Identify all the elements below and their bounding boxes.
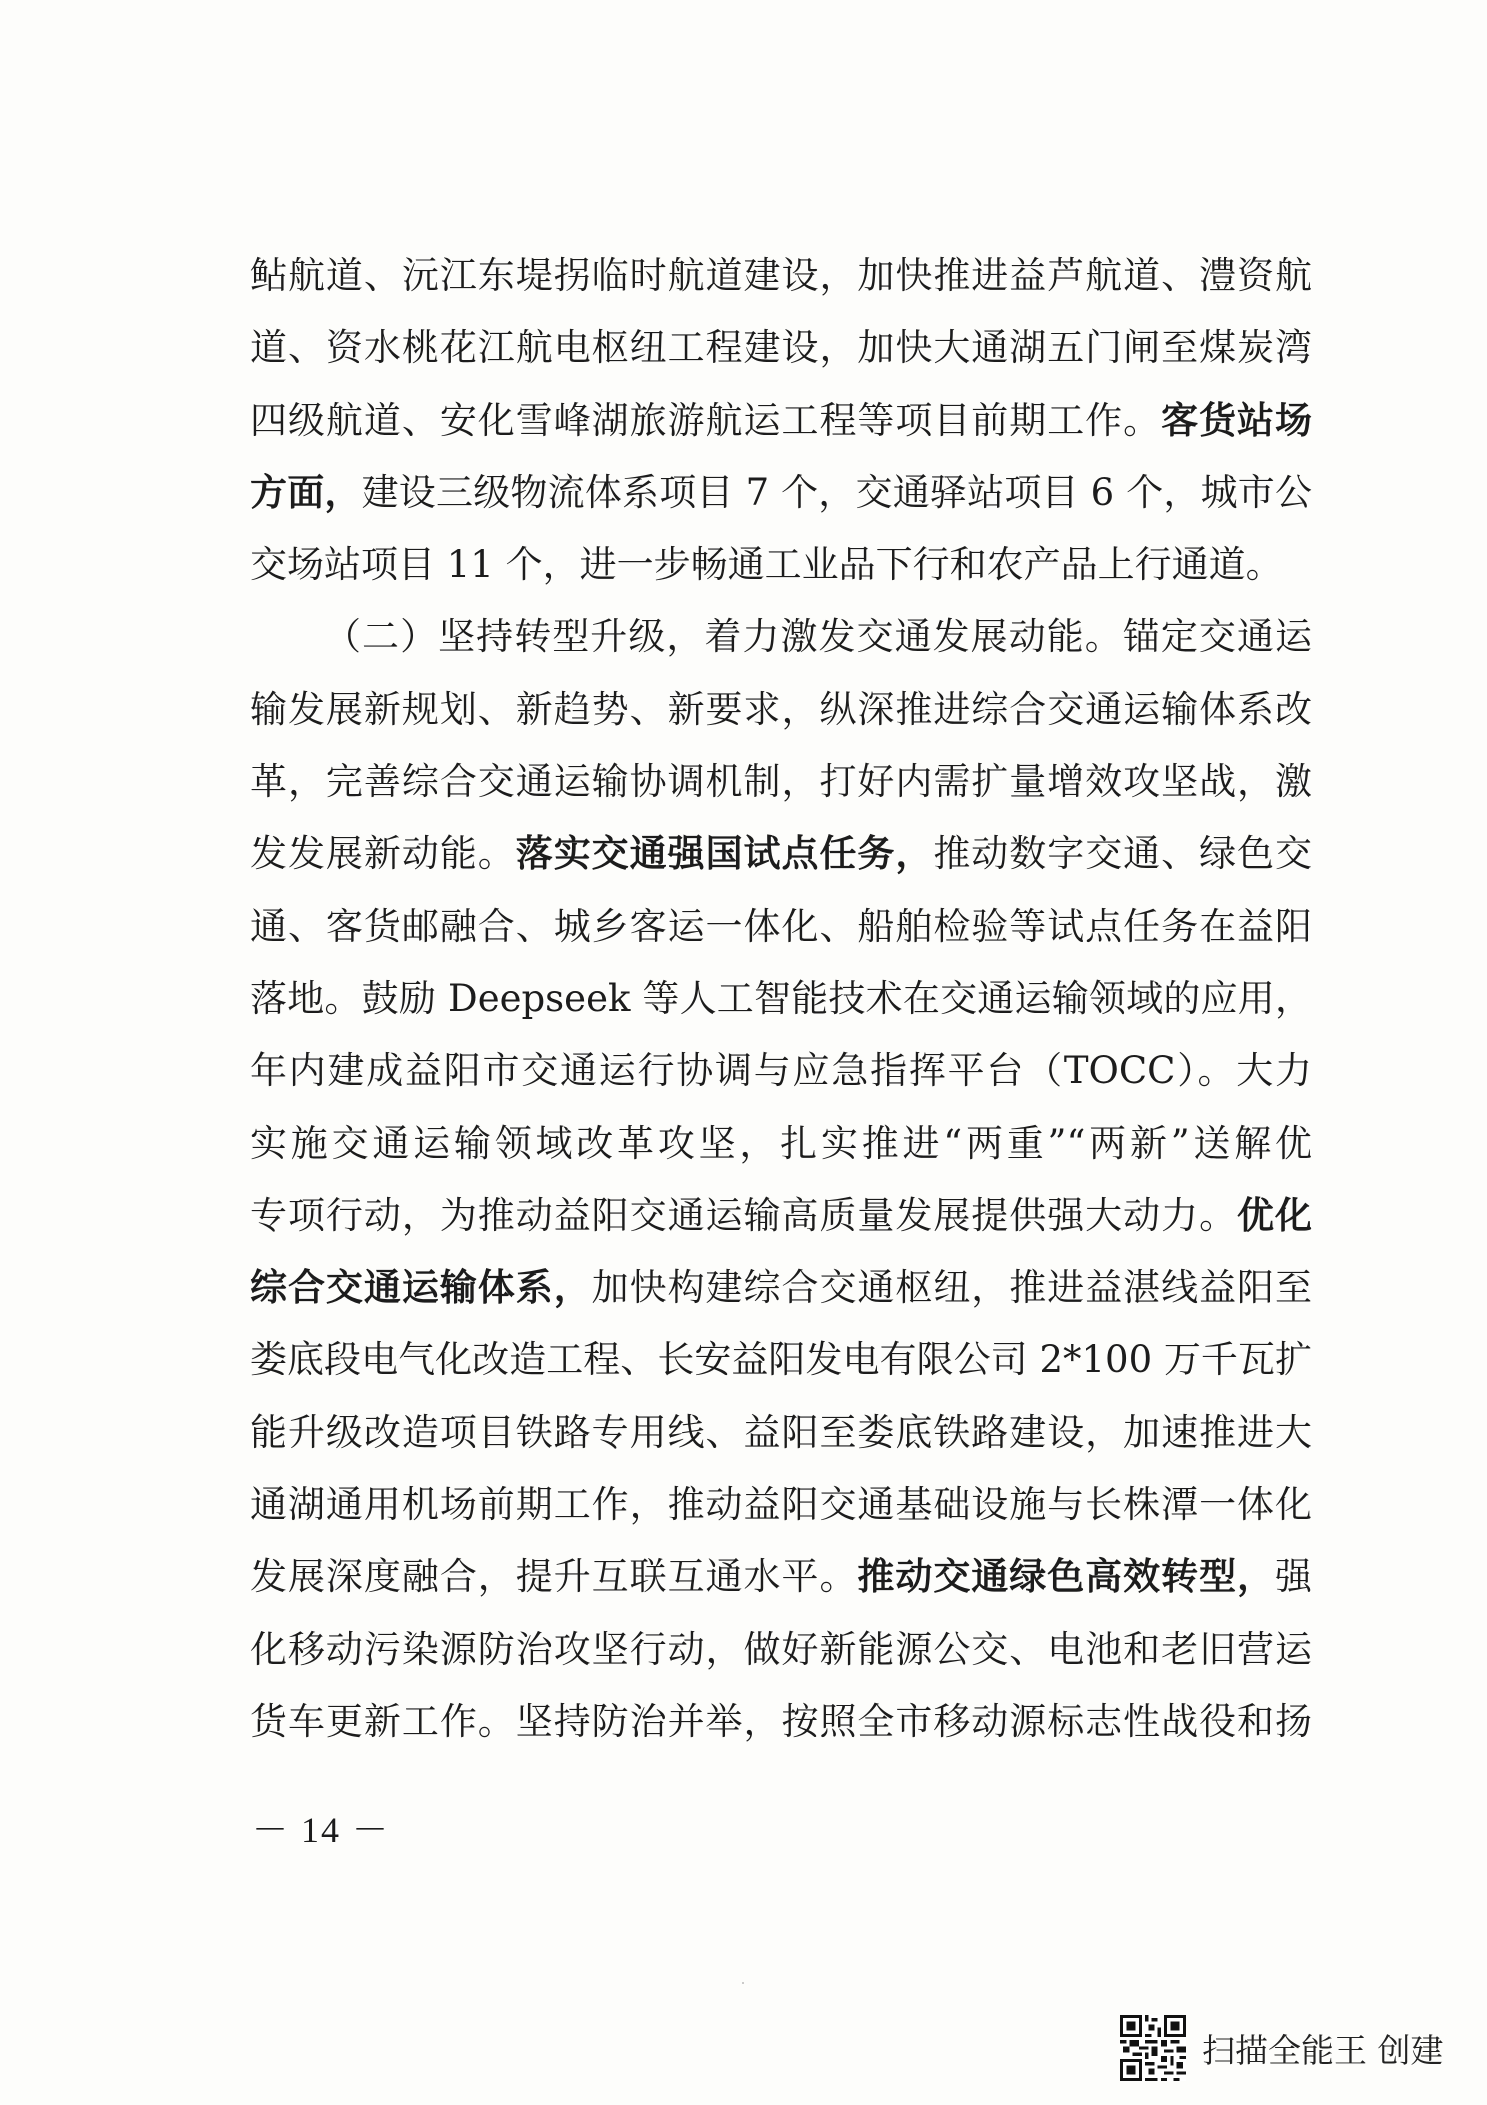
text-segment: 革，完善综合交通运输协调机制，打好内需扩量增效攻坚战，激 <box>250 760 1312 804</box>
text-line <box>250 818 1312 890</box>
text-segment: （二）坚持转型升级，着力激发交通发展动能。 <box>324 615 1123 659</box>
text-segment: 发发展新动能。 <box>250 832 516 876</box>
text-line <box>250 601 1312 673</box>
bold-heading-segment: 综合交通运输体系， <box>250 1266 592 1310</box>
scan-speck <box>742 1982 744 1984</box>
text-segment: 年内建成益阳市交通运行协调与应急指挥平台（TOCC）。大力 <box>250 1049 1312 1093</box>
text-segment: 四级航道、安化雪峰湖旅游航运工程等项目前期工作。 <box>250 398 1162 442</box>
text-segment: 专项行动，为推动益阳交通运输高质量发展提供强大动力。 <box>250 1193 1238 1237</box>
qr-code-icon <box>1120 2015 1186 2081</box>
text-line <box>250 529 1312 601</box>
text-segment: 道、资水桃花江航电枢纽工程建设，加快大通湖五门闸至煤炭湾 <box>250 326 1312 370</box>
text-line <box>250 312 1312 384</box>
text-segment: 输发展新规划、新趋势、新要求，纵深推进综合交通运输体系改 <box>250 687 1312 731</box>
text-line <box>250 1686 1312 1758</box>
bold-heading-segment: 优化 <box>1237 1193 1313 1237</box>
text-line <box>250 240 1312 312</box>
text-line <box>250 1180 1312 1252</box>
text-segment: 货车更新工作。坚持防治并举，按照全市移动源标志性战役和扬 <box>250 1699 1312 1743</box>
text-segment: 落地。鼓励 Deepseek 等人工智能技术在交通运输领域的应用， <box>250 976 1312 1020</box>
text-segment: 娄底段电气化改造工程、长安益阳发电有限公司 2*100 万千瓦扩 <box>250 1338 1312 1382</box>
text-segment: 建设三级物流体系项目 7 个，交通驿站项目 6 个，城市公 <box>361 470 1313 514</box>
scanner-watermark <box>1120 2012 1444 2084</box>
text-segment: 加快构建综合交通枢纽，推进益湛线益阳至 <box>591 1266 1313 1310</box>
text-line <box>250 891 1312 963</box>
text-line <box>250 746 1312 818</box>
text-segment: 交场站项目 11 个，进一步畅通工业品下行和农产品上行通道。 <box>250 543 1283 587</box>
text-segment: 锚定交通运 <box>1122 615 1313 659</box>
text-segment: 推动数字交通、绿色交 <box>933 832 1313 876</box>
bold-heading-segment: 落实交通强国试点任务， <box>515 832 934 876</box>
text-segment: 能升级改造项目铁路专用线、益阳至娄底铁路建设，加速推进大 <box>250 1410 1312 1454</box>
text-segment: 化移动污染源防治攻坚行动，做好新能源公交、电池和老旧营运 <box>250 1627 1312 1671</box>
text-segment: 发展深度融合，提升互联互通水平。 <box>250 1555 858 1599</box>
text-line <box>250 1252 1312 1324</box>
text-segment: 鲇航道、沅江东堤拐临时航道建设，加快推进益芦航道、澧资航 <box>250 254 1312 297</box>
text-line <box>250 457 1312 529</box>
text-line <box>250 1469 1312 1541</box>
scanner-watermark-text: 扫描全能王 创建 <box>1202 2030 1444 2070</box>
page-number: － 14 － <box>252 1810 391 1850</box>
text-line <box>250 1035 1312 1107</box>
text-line <box>250 1397 1312 1469</box>
text-line <box>250 1324 1312 1396</box>
text-line <box>250 1541 1312 1613</box>
text-segment: 强 <box>1275 1555 1312 1599</box>
text-line <box>250 1108 1312 1180</box>
text-line <box>250 1614 1312 1686</box>
text-segment: 通湖通用机场前期工作，推动益阳交通基础设施与长株潭一体化 <box>250 1483 1312 1527</box>
body-text <box>250 240 1312 1758</box>
bold-heading-segment: 推动交通绿色高效转型， <box>857 1555 1275 1599</box>
text-segment: 通、客货邮融合、城乡客运一体化、船舶检验等试点任务在益阳 <box>250 904 1312 948</box>
text-segment: 实施交通运输领域改革攻坚，扎实推进“两重”“两新”送解优 <box>250 1121 1312 1165</box>
bold-heading-segment: 客货站场 <box>1161 398 1312 442</box>
text-line <box>250 385 1312 457</box>
text-line <box>250 674 1312 746</box>
bold-heading-segment: 方面， <box>250 470 362 514</box>
text-line <box>250 963 1312 1035</box>
